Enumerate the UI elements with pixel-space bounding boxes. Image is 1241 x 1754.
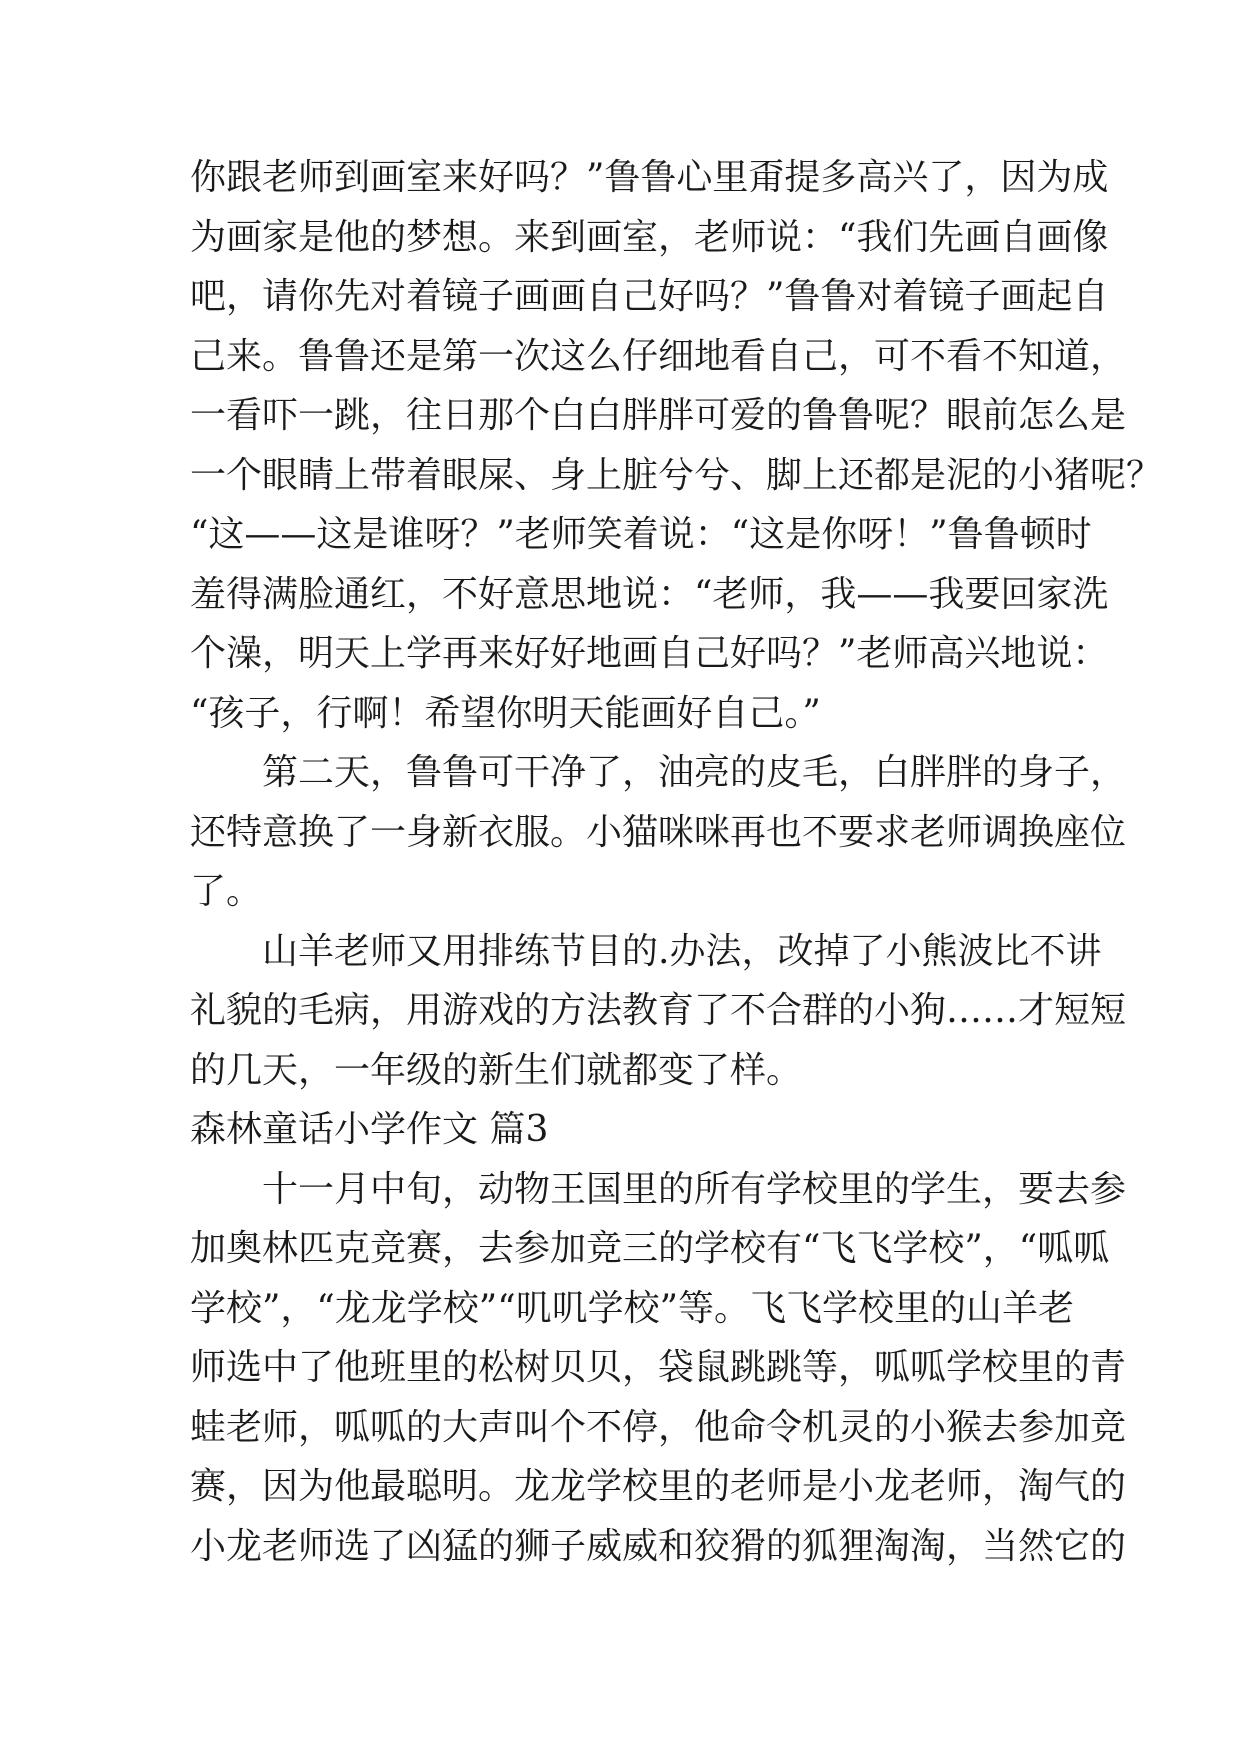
text-line: 赛，因为他最聪明。龙龙学校里的老师是小龙老师，淘气的: [190, 1466, 1127, 1507]
document-body: [190, 148, 1163, 1576]
paragraph-first-line: 第二天，鲁鲁可干净了，油亮的皮毛，白胖胖的身子，: [262, 752, 1127, 793]
text-line: 还特意换了一身新衣服。小猫咪咪再也不要求老师调换座位: [190, 811, 1127, 853]
paragraph-first-line: 十一月中旬，动物王国里的所有学校里的学生，要去参: [262, 1168, 1127, 1210]
text-line: “这——这是谁呀？”老师笑着说：“这是你呀！”鲁鲁顿时: [190, 514, 1092, 555]
text-line: 的几天，一年级的新生们就都变了样。: [190, 1049, 803, 1091]
text-line: 小龙老师选了凶猛的狮子威威和狡猾的狐狸淘淘，当然它的: [190, 1525, 1127, 1567]
text-line: 了。: [190, 871, 263, 912]
text-line: 一看吓一跳，往日那个白白胖胖可爱的鲁鲁呢？眼前怎么是: [190, 395, 1127, 436]
text-line: 师选中了他班里的松树贝贝，袋鼠跳跳等，呱呱学校里的青: [190, 1347, 1127, 1388]
text-line: 己来。鲁鲁还是第一次这么仔细地看自己，可不看不知道，: [190, 335, 1127, 377]
text-line: 你跟老师到画室来好吗？”鲁鲁心里甭提多高兴了，因为成: [190, 157, 1109, 198]
text-line: 一个眼睛上带着眼屎、身上脏兮兮、脚上还都是泥的小猪呢？: [190, 454, 1163, 496]
text-line: 个澡，明天上学再来好好地画自己好吗？”老师高兴地说：: [190, 633, 1109, 674]
text-line: 蛙老师，呱呱的大声叫个不停，他命令机灵的小猴去参加竞: [190, 1406, 1127, 1448]
paragraph-first-line: 山羊老师又用排练节目的.办法，改掉了小熊波比不讲: [262, 930, 1102, 972]
text-line: 吧，请你先对着镜子画画自己好吗？”鲁鲁对着镜子画起自: [190, 276, 1109, 317]
text-line: “孩子，行啊！希望你明天能画好自己。”: [190, 692, 821, 734]
text-line: 羞得满脸通红，不好意思地说：“老师，我——我要回家洗: [190, 573, 1109, 615]
text-line: 加奥林匹克竞赛，去参加竞三的学校有“飞飞学校”，“呱呱: [190, 1228, 1110, 1269]
text-line: 为画家是他的梦想。来到画室，老师说：“我们先画自画像: [190, 216, 1109, 258]
section-heading: 森林童话小学作文 篇3: [190, 1109, 549, 1150]
text-line: 礼貌的毛病，用游戏的方法教育了不合群的小狗……才短短: [190, 990, 1127, 1031]
text-line: 学校”，“龙龙学校”“叽叽学校”等。飞飞学校里的山羊老: [190, 1287, 1075, 1329]
